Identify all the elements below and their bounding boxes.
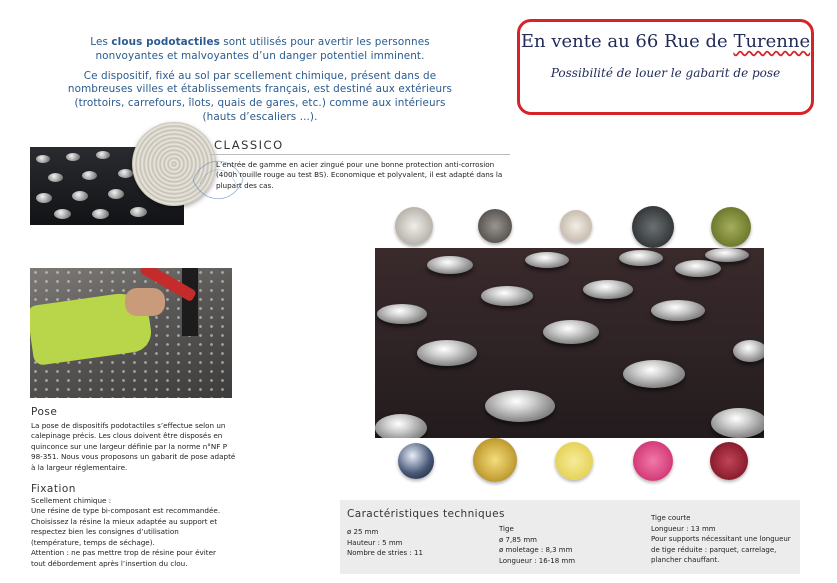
swatch-top-5 — [711, 207, 751, 247]
swatch-top-4 — [632, 206, 674, 248]
classico-description: L’entrée de gamme en acier zingué pour une bonne protection anti-corrosion (400h rouille rouge au test BS). Economique et polyvalent, il est adapté dans la plupart des cas. — [216, 160, 503, 190]
spec-diameter: ø 25 mm — [347, 528, 379, 536]
spec-stries: Nombre de stries : 11 — [347, 549, 423, 557]
spec-short-tige-usage: Pour supports nécessitant une longueur de tige réduite : parquet, carrelage, plancher chauffant. — [651, 535, 791, 564]
sale-subtitle: Possibilité de louer le gabarit de pose — [550, 66, 781, 80]
sale-title: En vente au 66 Rue de Turenne — [520, 31, 811, 52]
pose-title: Pose — [31, 406, 58, 418]
fixation-title: Fixation — [31, 483, 76, 495]
specs-column-1 — [347, 527, 423, 559]
pose-text: La pose de dispositifs podotactiles s’effectue selon un calepinage précis. Les clous doivent être disposés en quinconce sur une largeur définie par la norme n°NF P 98-351. Nous vous proposons un gabarit de pose adapté à la largeur réglementaire. — [31, 421, 236, 472]
swatch-top-2 — [478, 209, 512, 243]
spec-tige-length: Longueur : 16-18 mm — [499, 556, 576, 565]
classico-title: CLASSICO — [214, 138, 284, 152]
swatch-bottom-1 — [398, 443, 434, 479]
fixation-line-3: Attention : ne pas mettre trop de résine pour éviter tout débordement après l’insertion du clou. — [31, 548, 216, 568]
pose-photo — [30, 268, 232, 398]
intro-paragraph-2: Ce dispositif, fixé au sol par scellement chimique, présent dans de nombreuses villes et établissements français, est destiné aux extérieurs (trottoirs, carrefours, îlots, quais de gares, etc.) comme aux intérieurs (hauts d’escaliers ...). — [67, 69, 453, 124]
main-photo — [375, 248, 764, 438]
swatch-top-3 — [560, 210, 592, 242]
swatch-bottom-5 — [710, 442, 748, 480]
intro-text — [60, 36, 460, 131]
sale-box — [517, 19, 814, 115]
fixation-text — [31, 496, 231, 569]
fixation-line-2: Une résine de type bi-composant est recommandée. Choisissez la résine la mieux adaptée au support et respectez bien les consignes d’utilisation (température, temps de séchage). — [31, 506, 221, 547]
spec-short-tige-length: Longueur : 13 mm — [651, 524, 716, 533]
spec-short-tige-title: Tige courte — [651, 514, 691, 522]
spec-tige-title: Tige — [499, 525, 514, 533]
swatch-bottom-2 — [473, 438, 517, 482]
intro-paragraph-1: Les clous podotactiles sont utilisés pour avertir les personnes nonvoyantes et malvoyantes d’un danger potentiel imminent. — [90, 36, 430, 62]
spec-moletage: ø moletage : 8,3 mm — [499, 546, 573, 554]
spec-tige-diameter: ø 7,85 mm — [499, 535, 537, 544]
specs-column-3 — [651, 513, 796, 566]
specs-column-2 — [499, 524, 575, 566]
swatch-bottom-4 — [633, 441, 673, 481]
fixation-line-1: Scellement chimique : — [31, 496, 112, 505]
swatch-top-1 — [395, 207, 433, 245]
swatch-bottom-3 — [555, 442, 593, 480]
specs-title: Caractéristiques techniques — [347, 508, 505, 520]
spec-height: Hauteur : 5 mm — [347, 538, 403, 547]
